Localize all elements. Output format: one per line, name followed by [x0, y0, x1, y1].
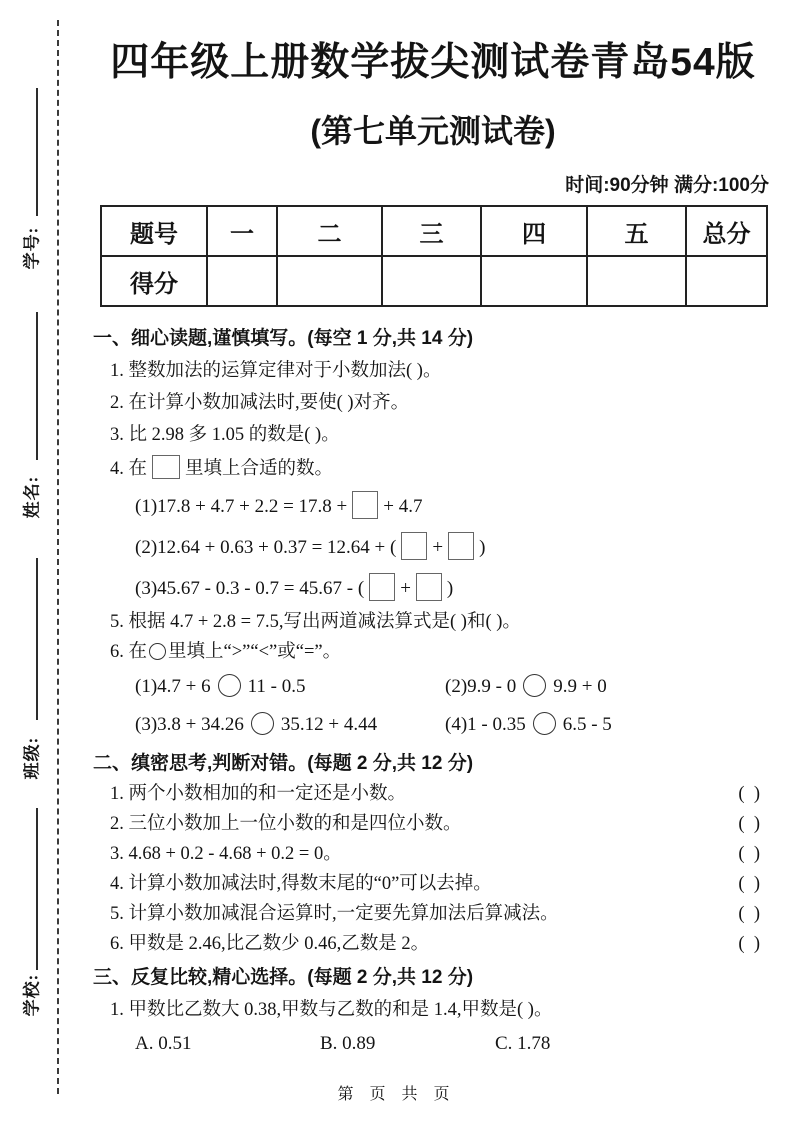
section2-heading: 二、缜密思考,判断对错。(每题 2 分,共 12 分) [93, 753, 474, 774]
school-label: 学校: [22, 973, 42, 1017]
section-multiple-choice [93, 966, 773, 1057]
compare-right: 6.5 - 5 [562, 714, 612, 735]
student-name-label: 姓名: [22, 475, 42, 519]
s2-question-2 [110, 813, 760, 836]
s2-question-1 [110, 783, 760, 806]
exam-title: 四年级上册数学拔尖测试卷青岛54版 [110, 41, 756, 84]
blank-box-icon [152, 455, 180, 479]
blank-box-icon [416, 573, 442, 601]
blank-box-icon [401, 532, 427, 560]
class-blank-line [36, 558, 38, 720]
s1-question-1: 1. 整数加法的运算定律对于小数加法( )。 [110, 361, 442, 381]
equation-post: + 4.7 [383, 496, 423, 517]
student-number-label: 学号: [22, 226, 42, 270]
score-table-col-5: 五 [587, 206, 686, 256]
s1-q4-item-3 [135, 573, 773, 604]
compare-left: (1)4.7 + 6 [135, 676, 211, 697]
compare-left: (3)3.8 + 34.26 [135, 714, 244, 735]
s1-q4-text-post: 里填上合适的数。 [185, 459, 334, 479]
score-table-header-row [101, 206, 767, 256]
score-cell-total [686, 256, 767, 306]
equation-post: ) [479, 537, 486, 558]
s1-q6-item-1 [135, 672, 445, 702]
judge-text: 5. 计算小数加减混合运算时,一定要先算加法后算减法。 [110, 904, 559, 924]
judge-answer-blank: ( ) [738, 784, 760, 804]
score-cell-1 [207, 256, 277, 306]
equation-mid: + [400, 578, 411, 599]
judge-text: 1. 两个小数相加的和一定还是小数。 [110, 784, 407, 804]
compare-circle-icon [218, 674, 241, 697]
section3-heading: 三、反复比较,精心选择。(每题 2 分,共 12 分) [93, 967, 474, 988]
equation-pre: (2)12.64 + 0.63 + 0.37 = 12.64 + ( [135, 537, 397, 558]
s1-q4-text-pre: 4. 在 [110, 459, 148, 479]
score-table-col-total: 总分 [686, 206, 767, 256]
s3-question-1: 1. 甲数比乙数大 0.38,甲数与乙数的和是 1.4,甲数是( )。 [110, 1000, 553, 1020]
score-table-col-2: 二 [277, 206, 382, 256]
s1-q6-text-pre: 6. 在 [110, 642, 148, 662]
equation-mid: + [432, 537, 444, 558]
equation-post: ) [446, 578, 454, 599]
fold-dashed-line [57, 20, 59, 1094]
compare-left: (4)1 - 0.35 [445, 714, 526, 735]
score-table-corner-cell: 题号 [101, 206, 207, 256]
compare-circle-icon [149, 643, 166, 660]
s1-q6-item-3 [135, 710, 445, 740]
class-label: 班级: [22, 736, 42, 780]
judge-answer-blank: ( ) [738, 934, 760, 954]
judge-text: 3. 4.68 + 0.2 - 4.68 + 0.2 = 0。 [110, 844, 342, 864]
score-cell-2 [277, 256, 382, 306]
s2-question-6 [110, 933, 760, 956]
judge-text: 4. 计算小数加减法时,得数末尾的“0”可以去掉。 [110, 874, 492, 894]
s1-question-5: 5. 根据 4.7 + 2.8 = 7.5,写出两道减法算式是( )和( )。 [110, 612, 521, 632]
compare-circle-icon [533, 712, 556, 735]
blank-box-icon [352, 491, 378, 519]
s1-question-4 [110, 455, 773, 481]
score-table-col-3: 三 [382, 206, 481, 256]
s1-question-6 [110, 640, 773, 664]
option-b: B. 0.89 [320, 1033, 376, 1054]
score-table-score-row [101, 256, 767, 306]
score-cell-5 [587, 256, 686, 306]
student-name-blank-line [36, 312, 38, 460]
section1-heading: 一、细心读题,谨慎填写。(每空 1 分,共 14 分) [93, 328, 474, 349]
s1-q6-item-2 [445, 672, 607, 702]
s1-q6-text-post: 里填上“>”“<”或“=”。 [168, 642, 342, 662]
equation-pre: (3)45.67 - 0.3 - 0.7 = 45.67 - ( [135, 578, 365, 599]
main-content [93, 0, 773, 1057]
equation-pre: (1)17.8 + 4.7 + 2.2 = 17.8 + [135, 496, 348, 517]
score-table-col-1: 一 [207, 206, 277, 256]
judge-answer-blank: ( ) [738, 904, 760, 924]
s1-question-2: 2. 在计算小数加减法时,要使( )对齐。 [110, 393, 410, 413]
judge-answer-blank: ( ) [738, 814, 760, 834]
s1-q6-row-2 [135, 710, 773, 740]
compare-right: 9.9 + 0 [553, 676, 607, 697]
score-row-label: 得分 [101, 256, 207, 306]
s1-q6-item-4 [445, 710, 612, 740]
page-footer: 第 页 共 页 [337, 1086, 456, 1103]
compare-left: (2)9.9 - 0 [445, 676, 517, 697]
judge-answer-blank: ( ) [738, 844, 760, 864]
section-fill-in-blanks [93, 327, 773, 740]
blank-box-icon [448, 532, 474, 560]
compare-circle-icon [523, 674, 546, 697]
score-cell-4 [481, 256, 587, 306]
judge-answer-blank: ( ) [738, 874, 760, 894]
compare-circle-icon [251, 712, 274, 735]
school-blank-line [36, 808, 38, 970]
s2-question-4 [110, 873, 760, 896]
score-table [100, 205, 768, 307]
compare-right: 35.12 + 4.44 [280, 714, 378, 735]
s1-q4-item-1 [135, 491, 773, 522]
time-and-score-info: 时间:90分钟 满分:100分 [565, 175, 769, 196]
s3-q1-options [135, 1031, 773, 1057]
compare-right: 11 - 0.5 [247, 676, 306, 697]
judge-text: 6. 甲数是 2.46,比乙数少 0.46,乙数是 2。 [110, 934, 430, 954]
blank-box-icon [369, 573, 395, 601]
s1-question-3: 3. 比 2.98 多 1.05 的数是( )。 [110, 425, 340, 445]
judge-text: 2. 三位小数加上一位小数的和是四位小数。 [110, 814, 462, 834]
s1-q4-item-2 [135, 532, 773, 563]
option-a: A. 0.51 [135, 1033, 192, 1054]
student-number-blank-line [36, 88, 38, 216]
s1-q6-row-1 [135, 672, 773, 702]
option-c: C. 1.78 [495, 1033, 551, 1054]
exam-subtitle: (第七单元测试卷) [310, 113, 556, 149]
s2-question-5 [110, 903, 760, 926]
s2-question-3 [110, 843, 760, 866]
score-cell-3 [382, 256, 481, 306]
section-true-false [93, 752, 773, 956]
score-table-col-4: 四 [481, 206, 587, 256]
